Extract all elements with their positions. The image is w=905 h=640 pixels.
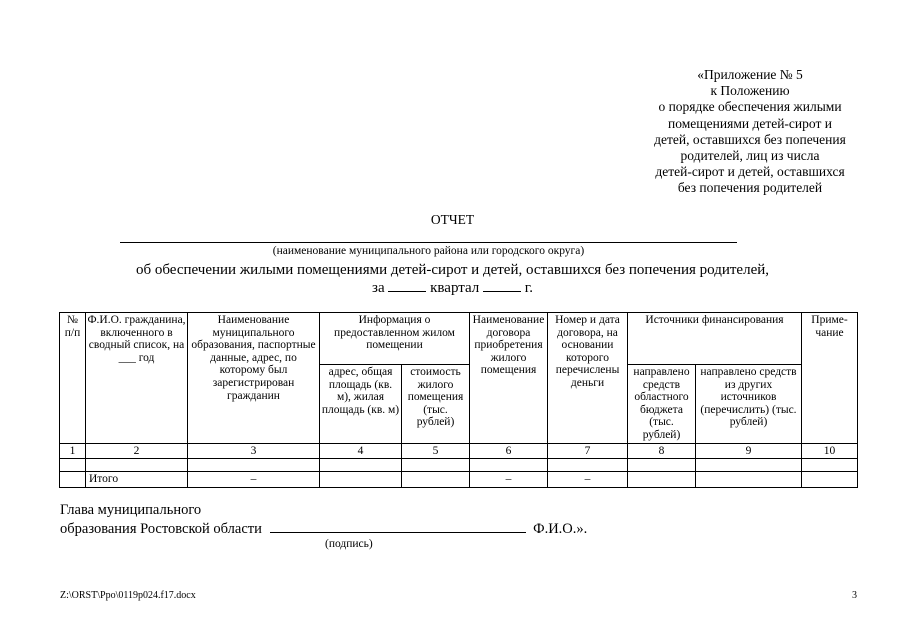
column-number: 6 (470, 443, 548, 459)
column-number-row (60, 443, 858, 459)
column-number: 7 (548, 443, 628, 459)
signature-title-line1: Глава муниципального (60, 502, 202, 518)
total-cell: – (548, 472, 628, 488)
total-cell: – (188, 472, 320, 488)
header-other-sources: направлено средств из других источников (перечислить) (тыс. рублей) (696, 365, 802, 444)
empty-cell (86, 459, 188, 472)
empty-cell (628, 459, 696, 472)
column-number: 8 (628, 443, 696, 459)
appendix-line: о порядке обеспечения жилыми (658, 99, 842, 115)
column-number: 4 (320, 443, 402, 459)
file-path-footer: Z:\ORST\Ppo\0119p024.f17.docx (60, 590, 196, 601)
report-table (59, 312, 858, 488)
header-contract-name: Наименование договора приобретения жилого помещения (470, 313, 548, 444)
municipality-caption: (наименование муниципального района или городского округа) (272, 245, 585, 257)
header-housing-cost: стоимость жилого помещения (тыс. рублей) (402, 365, 470, 444)
empty-cell (402, 459, 470, 472)
period-suffix: г. (524, 280, 533, 296)
appendix-line: к Положению (710, 83, 790, 99)
appendix-line: без попечения родителей (677, 180, 823, 196)
total-cell (402, 472, 470, 488)
column-number: 3 (188, 443, 320, 459)
empty-cell (320, 459, 402, 472)
empty-cell (548, 459, 628, 472)
period-prefix: за (372, 280, 385, 296)
header-housing-info: Информация о предоставленном жилом помещении (320, 313, 470, 365)
column-number: 9 (696, 443, 802, 459)
header-fio: Ф.И.О. гражданина, включенного в сводный список, на ___ год (86, 313, 188, 444)
total-row (60, 472, 858, 488)
appendix-line: «Приложение № 5 (697, 67, 803, 82)
header-contract-number-date: Номер и дата договора, на основании которого перечислены деньги (548, 313, 628, 444)
empty-cell (60, 459, 86, 472)
total-cell (320, 472, 402, 488)
header-funding-sources: Источники финансирования (628, 313, 802, 365)
signature-title-line2: образования Ростовской области (60, 521, 262, 537)
header-note: Приме-чание (802, 313, 858, 444)
municipality-blank-line (120, 242, 737, 243)
table-row (60, 459, 858, 472)
appendix-line: родителей, лиц из числа (680, 148, 820, 164)
header-number: № п/п (60, 313, 86, 444)
report-title: ОТЧЕТ (430, 212, 475, 227)
appendix-line: помещениями детей-сирот и (668, 115, 832, 131)
empty-cell (802, 459, 858, 472)
column-number: 10 (802, 443, 858, 459)
page-number: 3 (852, 590, 857, 601)
signature-line (60, 520, 587, 538)
total-cell (696, 472, 802, 488)
report-subtitle: об обеспечении жилыми помещениями детей-сирот и детей, оставшихся без попечения родителей, (135, 262, 770, 278)
column-number: 5 (402, 443, 470, 459)
header-municipality: Наименование муниципального образования, паспортные данные, адрес, по которому был зарегистрирован гражданин (188, 313, 320, 444)
empty-cell (188, 459, 320, 472)
signature-fio: Ф.И.О.». (533, 521, 588, 537)
appendix-header (600, 67, 900, 197)
signature-blank (270, 520, 526, 533)
period-middle: квартал (430, 280, 480, 296)
quarter-blank (388, 281, 426, 292)
header-address-area: адрес, общая площадь (кв. м), жилая площадь (кв. м) (320, 365, 402, 444)
column-number: 1 (60, 443, 86, 459)
appendix-line: детей-сирот и детей, оставшихся (655, 164, 845, 180)
empty-cell (60, 472, 86, 488)
header-regional-budget: направлено средств областного бюджета (тыс. рублей) (628, 365, 696, 444)
column-number: 2 (86, 443, 188, 459)
total-cell (628, 472, 696, 488)
year-blank (483, 281, 521, 292)
total-cell (802, 472, 858, 488)
signature-caption: (подпись) (325, 538, 373, 550)
report-period (0, 280, 905, 297)
total-cell: – (470, 472, 548, 488)
empty-cell (470, 459, 548, 472)
empty-cell (696, 459, 802, 472)
appendix-line: детей, оставшихся без попечения (654, 131, 846, 147)
total-label: Итого (86, 472, 188, 488)
